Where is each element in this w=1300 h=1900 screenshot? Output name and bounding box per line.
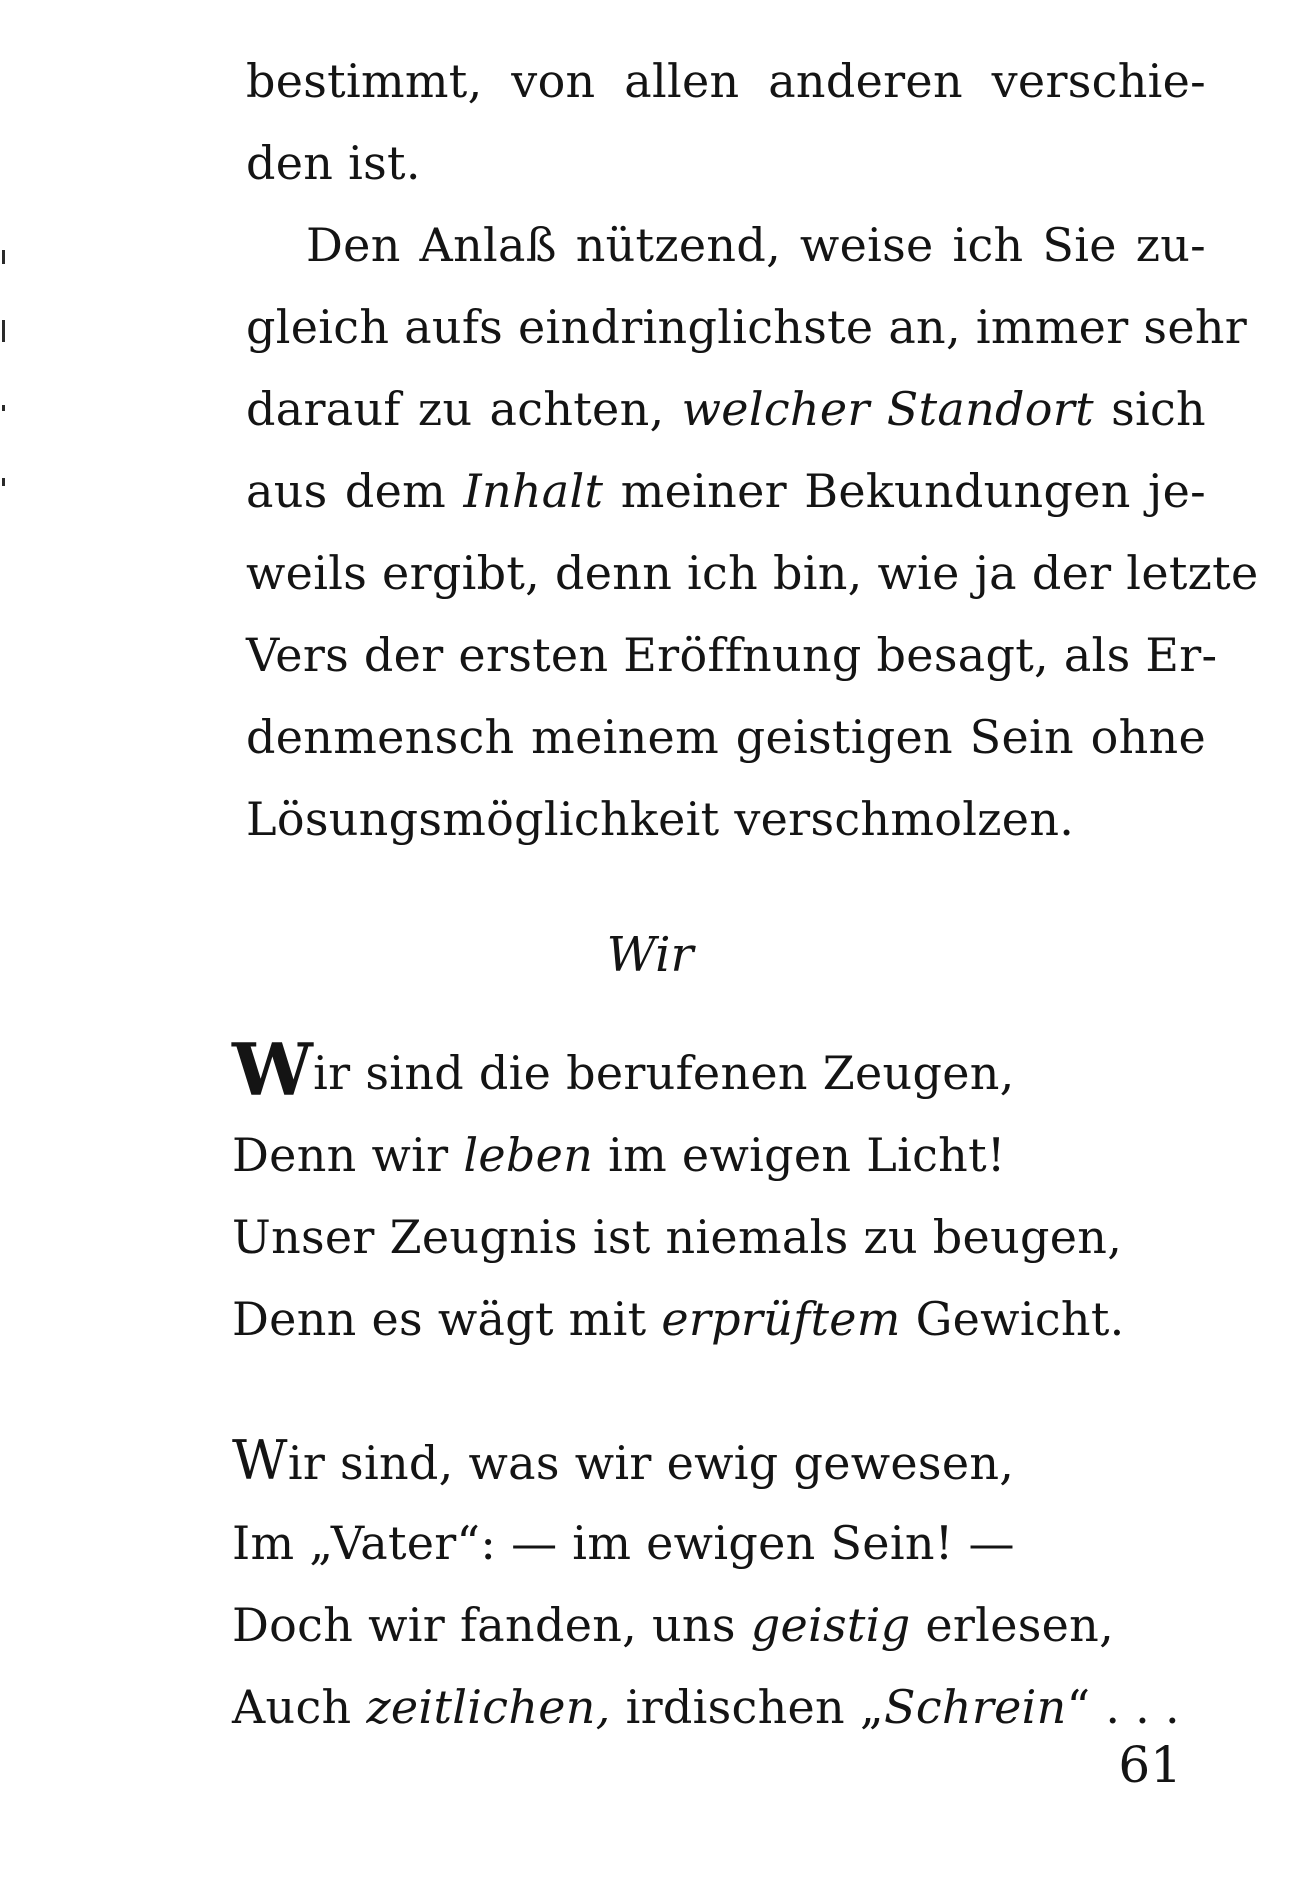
margin-mark xyxy=(2,405,5,411)
emphasis-text: zeitlichen, xyxy=(366,1680,611,1734)
prose-line: Vers der ersten Eröffnung besagt, als Er- xyxy=(246,628,1218,682)
verse-text: im ewigen Licht! xyxy=(608,1128,1006,1182)
verse-text: erlesen, xyxy=(925,1598,1114,1652)
prose-line: Den Anlaß nützend, weise ich Sie zu- xyxy=(306,218,1206,272)
verse-text: Auch xyxy=(232,1680,352,1734)
verse-text: Denn es wägt mit xyxy=(232,1292,647,1346)
prose-line: den ist. xyxy=(246,136,421,190)
verse-text: “ . . . xyxy=(1066,1680,1180,1734)
emphasis-text: geistig xyxy=(750,1598,911,1652)
verse-line xyxy=(232,1420,1232,1502)
verse-line xyxy=(232,1278,1232,1360)
verse-line xyxy=(232,1584,1232,1666)
prose-text: meiner Bekundungen je- xyxy=(620,464,1206,518)
verse-line xyxy=(232,1666,1232,1748)
poem-title: Wir xyxy=(606,927,694,983)
prose-line: bestimmt, von allen anderen verschie- xyxy=(246,54,1206,108)
prose-text: darauf zu achten, xyxy=(246,382,665,436)
stanza-initial: W xyxy=(232,1429,288,1492)
emphasis-text: Schrein xyxy=(884,1680,1067,1734)
emphasis-text: welcher Standort xyxy=(681,382,1094,436)
verse-text: ir sind die berufenen Zeugen, xyxy=(313,1046,1015,1100)
margin-mark xyxy=(2,478,5,486)
poem-stanza xyxy=(232,1420,1232,1748)
poem-stanza xyxy=(232,1027,1232,1360)
emphasis-text: leben xyxy=(463,1128,594,1182)
prose-text: sich xyxy=(1111,382,1206,436)
verse-text: Denn wir xyxy=(232,1128,449,1182)
prose-line: denmensch meinem geistigen Sein ohne xyxy=(246,710,1206,764)
verse-line: Unser Zeugnis ist niemals zu beugen, xyxy=(232,1210,1123,1264)
prose-line xyxy=(246,450,1206,532)
verse-line: Im „Vater“: — im ewigen Sein! — xyxy=(232,1516,1015,1570)
prose-line xyxy=(246,368,1206,450)
verse-text: ir sind, was wir ewig gewesen, xyxy=(287,1436,1015,1490)
drop-cap: W xyxy=(232,1027,314,1112)
verse-text: irdischen „ xyxy=(625,1680,885,1734)
prose-text: aus dem xyxy=(246,464,447,518)
prose-line: weils ergibt, denn ich bin, wie ja der letzte xyxy=(246,546,1259,600)
margin-mark xyxy=(2,250,5,264)
emphasis-text: erprüftem xyxy=(661,1292,901,1346)
verse-text: Doch wir fanden, uns xyxy=(232,1598,736,1652)
margin-mark xyxy=(2,320,5,342)
verse-line xyxy=(232,1114,1232,1196)
emphasis-text: Inhalt xyxy=(463,464,604,518)
prose-paragraphs xyxy=(246,40,1259,860)
page-number: 61 xyxy=(1118,1736,1182,1794)
prose-line: Lösungsmöglichkeit verschmolzen. xyxy=(246,792,1075,846)
verse-line xyxy=(232,1027,1232,1114)
verse-text: Gewicht. xyxy=(915,1292,1125,1346)
prose-line: gleich aufs eindringlichste an, immer sehr xyxy=(246,300,1248,354)
